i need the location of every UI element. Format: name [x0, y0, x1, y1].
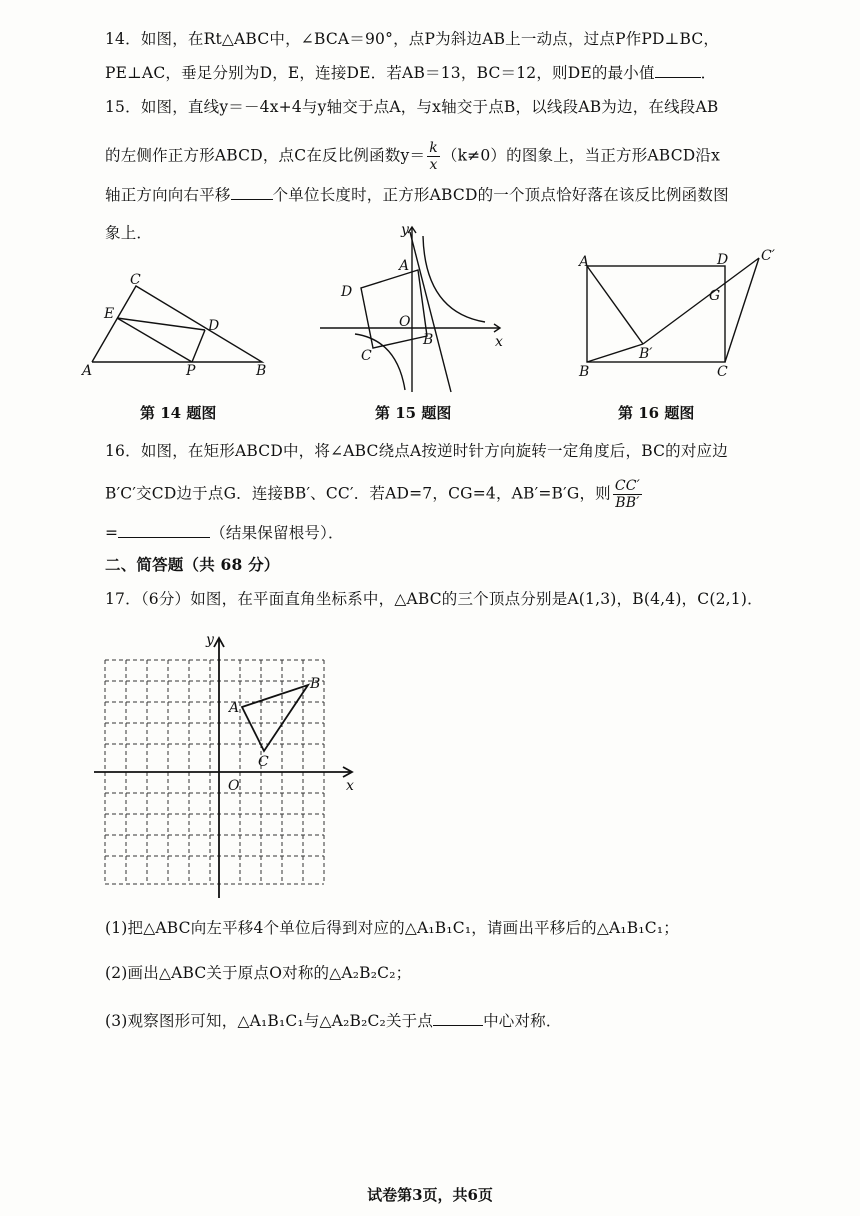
q15-line3: 轴正方向向右平移 个单位长度时，正方形ABCD的一个顶点恰好落在该反比例函数图 — [105, 186, 729, 204]
fig15-label-c: C — [361, 348, 372, 364]
fig15-label-o: O — [399, 314, 411, 330]
q15-line4: 象上． — [105, 224, 153, 242]
q15-line2: 的左侧作正方形ABCD，点C在反比例函数y＝ $\frac{k}{x}$ （k≠0）的图象上，当正方形ABCD沿x — [105, 140, 721, 173]
q17-part1: (1)把△ABC向左平移4个单位后得到对应的△A₁B₁C₁，请画出平移后的△A₁B₁C₁； — [105, 919, 679, 937]
caption-15: 第 15 题图 — [375, 404, 452, 422]
fig17-triangle-abc — [242, 685, 308, 751]
q17-answer-blank[interactable] — [433, 1011, 483, 1026]
fig14-label-p: P — [186, 363, 196, 379]
q16-line2: B′C′交CD边于点G．连接BB′、CC′．若AD=7，CG=4，AB′=B′G，则 $\frac{CC'}{BB'}$ — [105, 478, 641, 511]
fig16-label-g: G — [709, 288, 721, 304]
fig16-label-b-prime: B′ — [639, 346, 653, 362]
fig17-label-b: B — [310, 676, 321, 692]
q16-line3: = （结果保留根号）． — [105, 524, 344, 542]
fig17-label-x: x — [346, 778, 354, 794]
q14-answer-blank[interactable] — [655, 63, 701, 78]
fig16-rectangle — [587, 266, 725, 362]
figure-15 — [315, 222, 515, 397]
fig16-cc-prime — [725, 258, 759, 362]
fig15-label-x: x — [495, 334, 503, 350]
fig15-label-y: y — [401, 222, 409, 238]
fig17-label-o: O — [228, 778, 240, 794]
figure-17-grid — [90, 628, 365, 900]
fig14-label-c: C — [130, 272, 141, 288]
fig17-label-c: C — [258, 754, 269, 770]
fig14-label-e: E — [104, 306, 115, 322]
fig16-label-c: C — [717, 364, 728, 380]
fig17-label-a: A — [229, 700, 240, 716]
q15-fraction: $\frac{k}{x}$ — [429, 140, 438, 173]
fig14-label-a: A — [82, 363, 93, 379]
fig17-label-y: y — [206, 632, 214, 648]
fig14-triangle — [92, 286, 262, 362]
q14-line2: PE⊥AC，垂足分别为D，E，连接DE．若AB＝13，BC＝12，则DE的最小值 ． — [105, 64, 717, 82]
caption-16: 第 16 题图 — [618, 404, 695, 422]
q17-line1: 17．（6分）如图，在平面直角坐标系中，△ABC的三个顶点分别是A(1,3)，B(4,4)，C(2,1)． — [105, 590, 763, 608]
q17-part2: (2)画出△ABC关于原点O对称的△A₂B₂C₂； — [105, 964, 412, 982]
fig15-line — [410, 232, 451, 392]
fig14-label-b: B — [256, 363, 267, 379]
q16-line1: 16．如图，在矩形ABCD中，将∠ABC绕点A按逆时针方向旋转一定角度后，BC的对应边 — [105, 442, 728, 460]
fig14-label-d: D — [208, 318, 220, 334]
fig14-pe — [117, 318, 192, 362]
q16-answer-blank[interactable] — [118, 523, 210, 538]
q15-line1: 15．如图，直线y＝－4x+4与y轴交于点A，与x轴交于点B，以线段AB为边，在线段AB — [105, 98, 719, 116]
q15-answer-blank[interactable] — [231, 185, 273, 200]
fig16-bc-prime — [643, 258, 759, 344]
fig15-label-a: A — [399, 258, 410, 274]
fig15-label-b: B — [423, 332, 434, 348]
fig14-pd — [192, 330, 205, 362]
q16-fraction: $\frac{CC'}{BB'}$ — [614, 478, 641, 511]
fig16-label-b: B — [579, 364, 590, 380]
q17-part3: (3)观察图形可知，△A₁B₁C₁与△A₂B₂C₂关于点 中心对称． — [105, 1012, 562, 1030]
fig16-ab-prime — [587, 266, 643, 344]
fig15-label-d: D — [341, 284, 353, 300]
caption-14: 第 14 题图 — [140, 404, 217, 422]
figure-16 — [575, 248, 785, 383]
page-footer: 试卷第3页，共6页 — [367, 1186, 493, 1204]
fig16-label-a: A — [579, 254, 590, 270]
fig16-label-c-prime: C′ — [761, 248, 775, 264]
fig15-hyperbola-right — [423, 236, 485, 322]
fig16-bb-prime — [587, 344, 643, 362]
fig16-label-d: D — [717, 252, 729, 268]
figure-14 — [80, 270, 280, 385]
section-2-heading: 二、简答题（共 68 分） — [105, 555, 280, 574]
q14-line1: 14．如图，在Rt△ABC中，∠BCA＝90°，点P为斜边AB上一动点，过点P作PD⊥BC， — [105, 30, 720, 48]
fig15-square — [361, 270, 427, 348]
